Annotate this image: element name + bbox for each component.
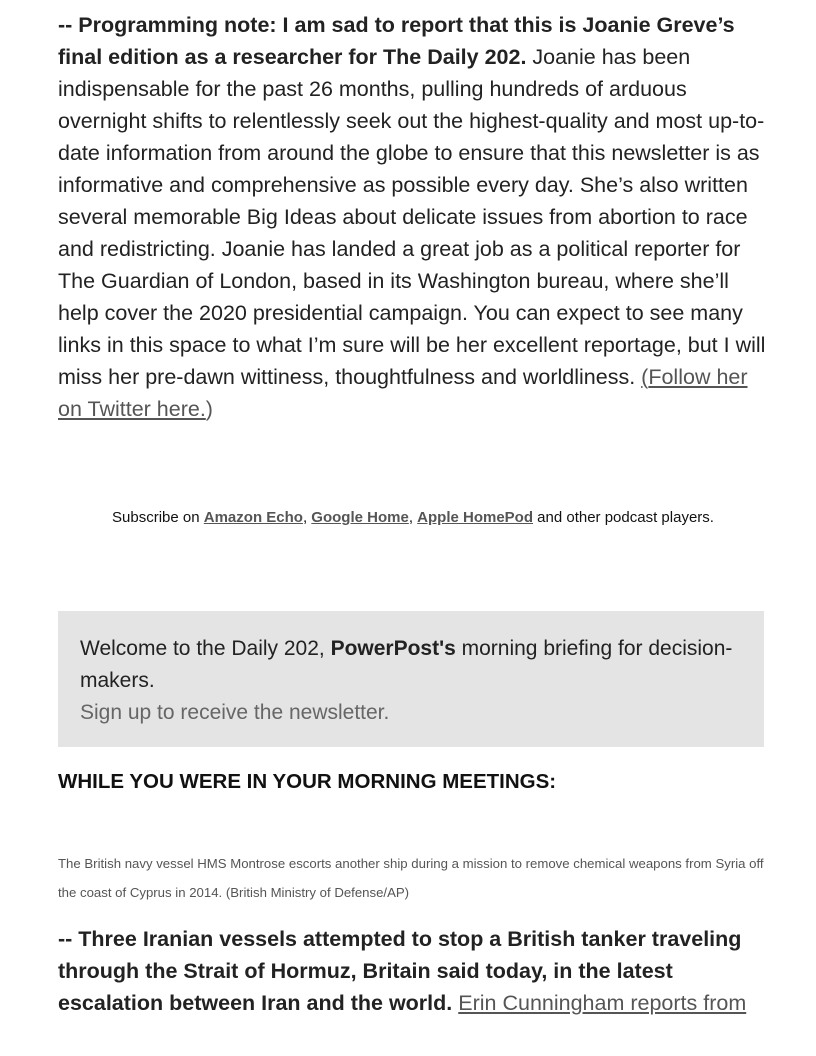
twitter-paren-open: ( xyxy=(641,365,649,389)
iran-story-lead: -- Three Iranian vessels attempted to stop a British tanker traveling through the Strait of Hormuz, Britain said today, in the latest escalation between Iran and the world. xyxy=(58,927,742,1015)
programming-note-lead: -- Programming note: I am sad to report that this is Joanie Greve’s final edition as a researcher for The Daily 202. xyxy=(58,13,735,69)
erin-cunningham-link[interactable]: Erin Cunningham reports from xyxy=(458,991,747,1015)
subscribe-line xyxy=(58,502,768,534)
apple-homepod-link[interactable]: Apple HomePod xyxy=(417,509,533,526)
amazon-echo-link[interactable]: Amazon Echo xyxy=(203,509,303,526)
powerpost-label: PowerPost's xyxy=(330,637,456,660)
section-heading: WHILE YOU WERE IN YOUR MORNING MEETINGS: xyxy=(58,770,557,793)
follow-twitter-link[interactable]: Follow her on Twitter here. xyxy=(58,365,748,421)
signup-welcome-suffix: morning briefing for decision-makers. xyxy=(80,637,733,692)
twitter-paren-close: ) xyxy=(205,397,213,421)
subscribe-sep-1: , xyxy=(302,509,312,526)
subscribe-suffix: and other podcast players. xyxy=(533,509,714,526)
iran-story-paragraph xyxy=(58,923,770,1019)
signup-newsletter-link[interactable]: Sign up to receive the newsletter. xyxy=(80,701,390,724)
signup-welcome-prefix: Welcome to the Daily 202, xyxy=(80,637,331,660)
signup-box xyxy=(58,611,764,747)
subscribe-sep-2: , xyxy=(408,509,418,526)
subscribe-prefix: Subscribe on xyxy=(112,509,204,526)
google-home-link[interactable]: Google Home xyxy=(311,509,409,526)
programming-note-paragraph xyxy=(58,9,768,425)
programming-note-body: Joanie has been indispensable for the past 26 months, pulling hundreds of arduous overnight shifts to relentlessly seek out the highest-quality and most up-to-date information from around the globe to ensure that this newsletter is as informative and comprehensive as possible every day. She’s also written several memorable Big Ideas about delicate issues from abortion to race and redistricting. Joanie has landed a great job as a political reporter for The Guardian of London, based in its Washington bureau, where she’ll help cover the 2020 presidential campaign. You can expect to see many links in this space to what I’m sure will be her excellent reportage, but I will miss her pre-dawn wittiness, thoughtfulness and worldliness. xyxy=(58,45,766,389)
photo-caption: The British navy vessel HMS Montrose escorts another ship during a mission to remove chemical weapons from Syria off the coast of Cyprus in 2014. (British Ministry of Defense/AP) xyxy=(58,856,764,900)
